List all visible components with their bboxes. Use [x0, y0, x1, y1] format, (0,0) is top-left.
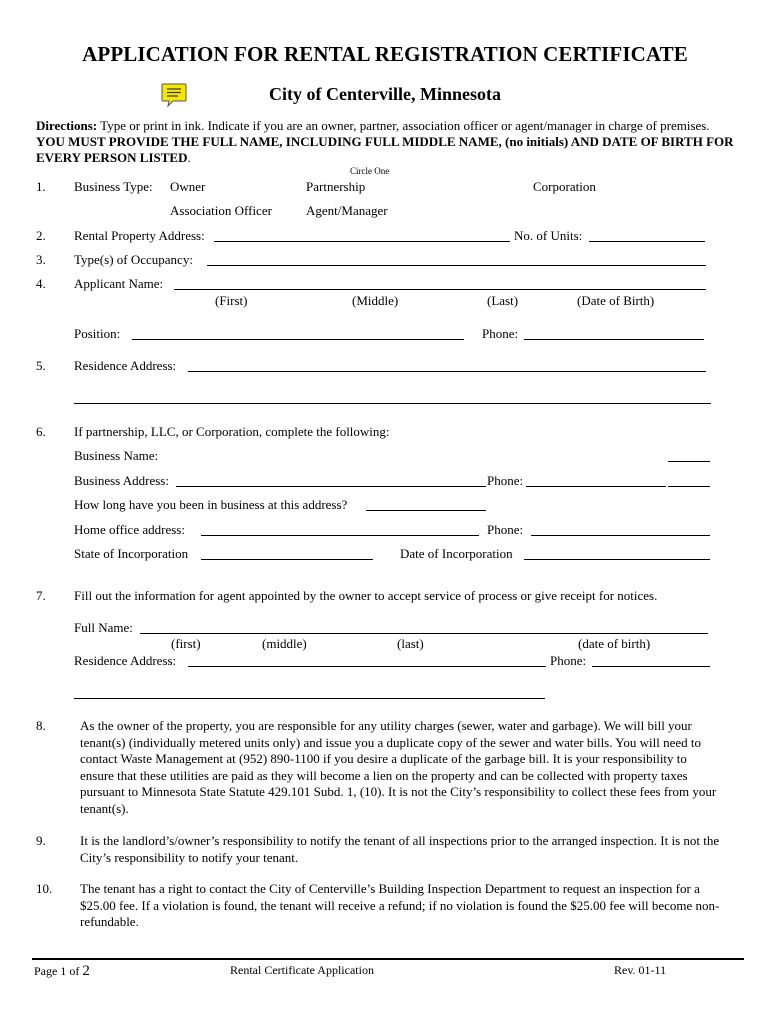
- directions-label: Directions:: [36, 118, 98, 133]
- item-10-text: The tenant has a right to contact the City of Centerville’s Building Inspection Department to request an inspection for a $25.00 fee. If a violation is found, the tenant will receive a refund; if no violation is found the $25.00 fee will become non-refundable.: [80, 881, 720, 929]
- item-4-number: 4.: [36, 276, 46, 291]
- option-corporation[interactable]: Corporation: [533, 179, 596, 194]
- directions-end: .: [187, 150, 191, 165]
- footer-title: Rental Certificate Application: [230, 963, 374, 977]
- item-10-number: 10.: [36, 881, 53, 896]
- directions-bold: YOU MUST PROVIDE THE FULL NAME, INCLUDING FULL MIDDLE NAME, (no initials) AND DATE OF BIRTH FOR EVERY PERSON LISTED: [36, 134, 734, 165]
- applicant-name-field[interactable]: [174, 289, 706, 290]
- agent-residence-label: Residence Address:: [74, 653, 177, 668]
- applicant-phone-label: Phone:: [482, 326, 519, 341]
- home-office-label: Home office address:: [74, 522, 185, 537]
- rental-address-field[interactable]: [214, 241, 510, 242]
- business-address-label: Business Address:: [74, 473, 169, 488]
- city-subtitle: City of Centerville, Minnesota: [269, 84, 501, 104]
- residence-address-field[interactable]: [188, 371, 706, 372]
- home-office-phone-label: Phone:: [487, 522, 524, 537]
- rental-address-label: Rental Property Address:: [74, 228, 205, 243]
- home-office-phone-field[interactable]: [531, 535, 710, 536]
- item-8-text: As the owner of the property, you are responsible for any utility charges (sewer, water and garbage). We will bill your tenant(s) (individually metered units only) and issue you a duplicate copy of the sewer and water bills. You will need to contact Waste Management at (952) 890-1100 if you desire a duplicate of the garbage bill. It is your responsibility to ensure that these utilities are paid as they will become a lien on the property and can be collected with property taxes pursuant to Minnesota State Statute 429.101 Subd. 1, (10). It is not the City’s responsibility to collect these fees from your tenant(s).: [80, 718, 717, 816]
- agent-full-name-label: Full Name:: [74, 620, 133, 635]
- page-prefix: Page 1 of: [34, 964, 83, 978]
- option-association-officer[interactable]: Association Officer: [170, 203, 272, 218]
- footer-rule: [32, 958, 744, 960]
- option-owner[interactable]: Owner: [170, 179, 206, 194]
- item-9-number: 9.: [36, 833, 46, 848]
- item-3-number: 3.: [36, 252, 46, 267]
- directions: [36, 118, 741, 166]
- occupancy-field[interactable]: [207, 265, 706, 266]
- business-type-label: Business Type:: [74, 179, 153, 194]
- circle-one-label: Circle One: [350, 166, 390, 176]
- option-partnership[interactable]: Partnership: [306, 179, 366, 194]
- applicant-phone-field[interactable]: [524, 339, 704, 340]
- item-6-number: 6.: [36, 424, 46, 439]
- item-9-text: It is the landlord’s/owner’s responsibility to notify the tenant of all inspections prior to the arranged inspection. It is not the City’s responsibility to notify your tenant.: [80, 833, 720, 865]
- item-7-text: Fill out the information for agent appointed by the owner to accept service of process or give receipt for notices.: [74, 588, 658, 603]
- sub-first: (First): [215, 293, 248, 308]
- form-title: APPLICATION FOR RENTAL REGISTRATION CERTIFICATE: [82, 42, 688, 66]
- units-field[interactable]: [589, 241, 705, 242]
- item-2-number: 2.: [36, 228, 46, 243]
- agent-sub-first: (first): [171, 636, 201, 651]
- item-6-intro: If partnership, LLC, or Corporation, complete the following:: [74, 424, 390, 439]
- how-long-field[interactable]: [366, 510, 486, 511]
- sub-middle: (Middle): [352, 293, 399, 308]
- page-total: 2: [82, 963, 90, 979]
- residence-address-field-2[interactable]: [74, 403, 711, 404]
- business-phone-label: Phone:: [487, 473, 524, 488]
- item-7-number: 7.: [36, 588, 46, 603]
- occupancy-label: Type(s) of Occupancy:: [74, 252, 193, 267]
- agent-residence-field-2[interactable]: [74, 698, 545, 699]
- sub-last: (Last): [487, 293, 519, 308]
- date-inc-label: Date of Incorporation: [400, 546, 513, 561]
- agent-residence-field[interactable]: [188, 666, 546, 667]
- state-inc-field[interactable]: [201, 559, 373, 560]
- option-agent-manager[interactable]: Agent/Manager: [306, 203, 388, 218]
- how-long-label: How long have you been in business at this address?: [74, 497, 348, 512]
- units-label: No. of Units:: [514, 228, 583, 243]
- footer-revision: Rev. 01-11: [614, 963, 667, 977]
- business-phone-field-ext[interactable]: [668, 486, 710, 487]
- agent-sub-dob: (date of birth): [578, 636, 651, 651]
- item-8-number: 8.: [36, 718, 46, 733]
- agent-phone-field[interactable]: [592, 666, 710, 667]
- business-address-field[interactable]: [176, 486, 486, 487]
- agent-phone-label: Phone:: [550, 653, 587, 668]
- date-inc-field[interactable]: [524, 559, 710, 560]
- agent-sub-middle: (middle): [262, 636, 307, 651]
- item-1-number: 1.: [36, 179, 46, 194]
- business-phone-field[interactable]: [526, 486, 666, 487]
- agent-sub-last: (last): [397, 636, 424, 651]
- page-number: [34, 963, 90, 980]
- sub-dob: (Date of Birth): [577, 293, 655, 308]
- applicant-name-label: Applicant Name:: [74, 276, 164, 291]
- state-inc-label: State of Incorporation: [74, 546, 189, 561]
- business-name-field[interactable]: [668, 461, 710, 462]
- home-office-field[interactable]: [201, 535, 479, 536]
- agent-full-name-field[interactable]: [140, 633, 708, 634]
- position-field[interactable]: [132, 339, 464, 340]
- item-5-number: 5.: [36, 358, 46, 373]
- residence-address-label: Residence Address:: [74, 358, 177, 373]
- directions-text: Type or print in ink. Indicate if you are an owner, partner, association officer or agent/manager in charge of premises.: [97, 118, 710, 133]
- position-label: Position:: [74, 326, 121, 341]
- business-name-label: Business Name:: [74, 448, 159, 463]
